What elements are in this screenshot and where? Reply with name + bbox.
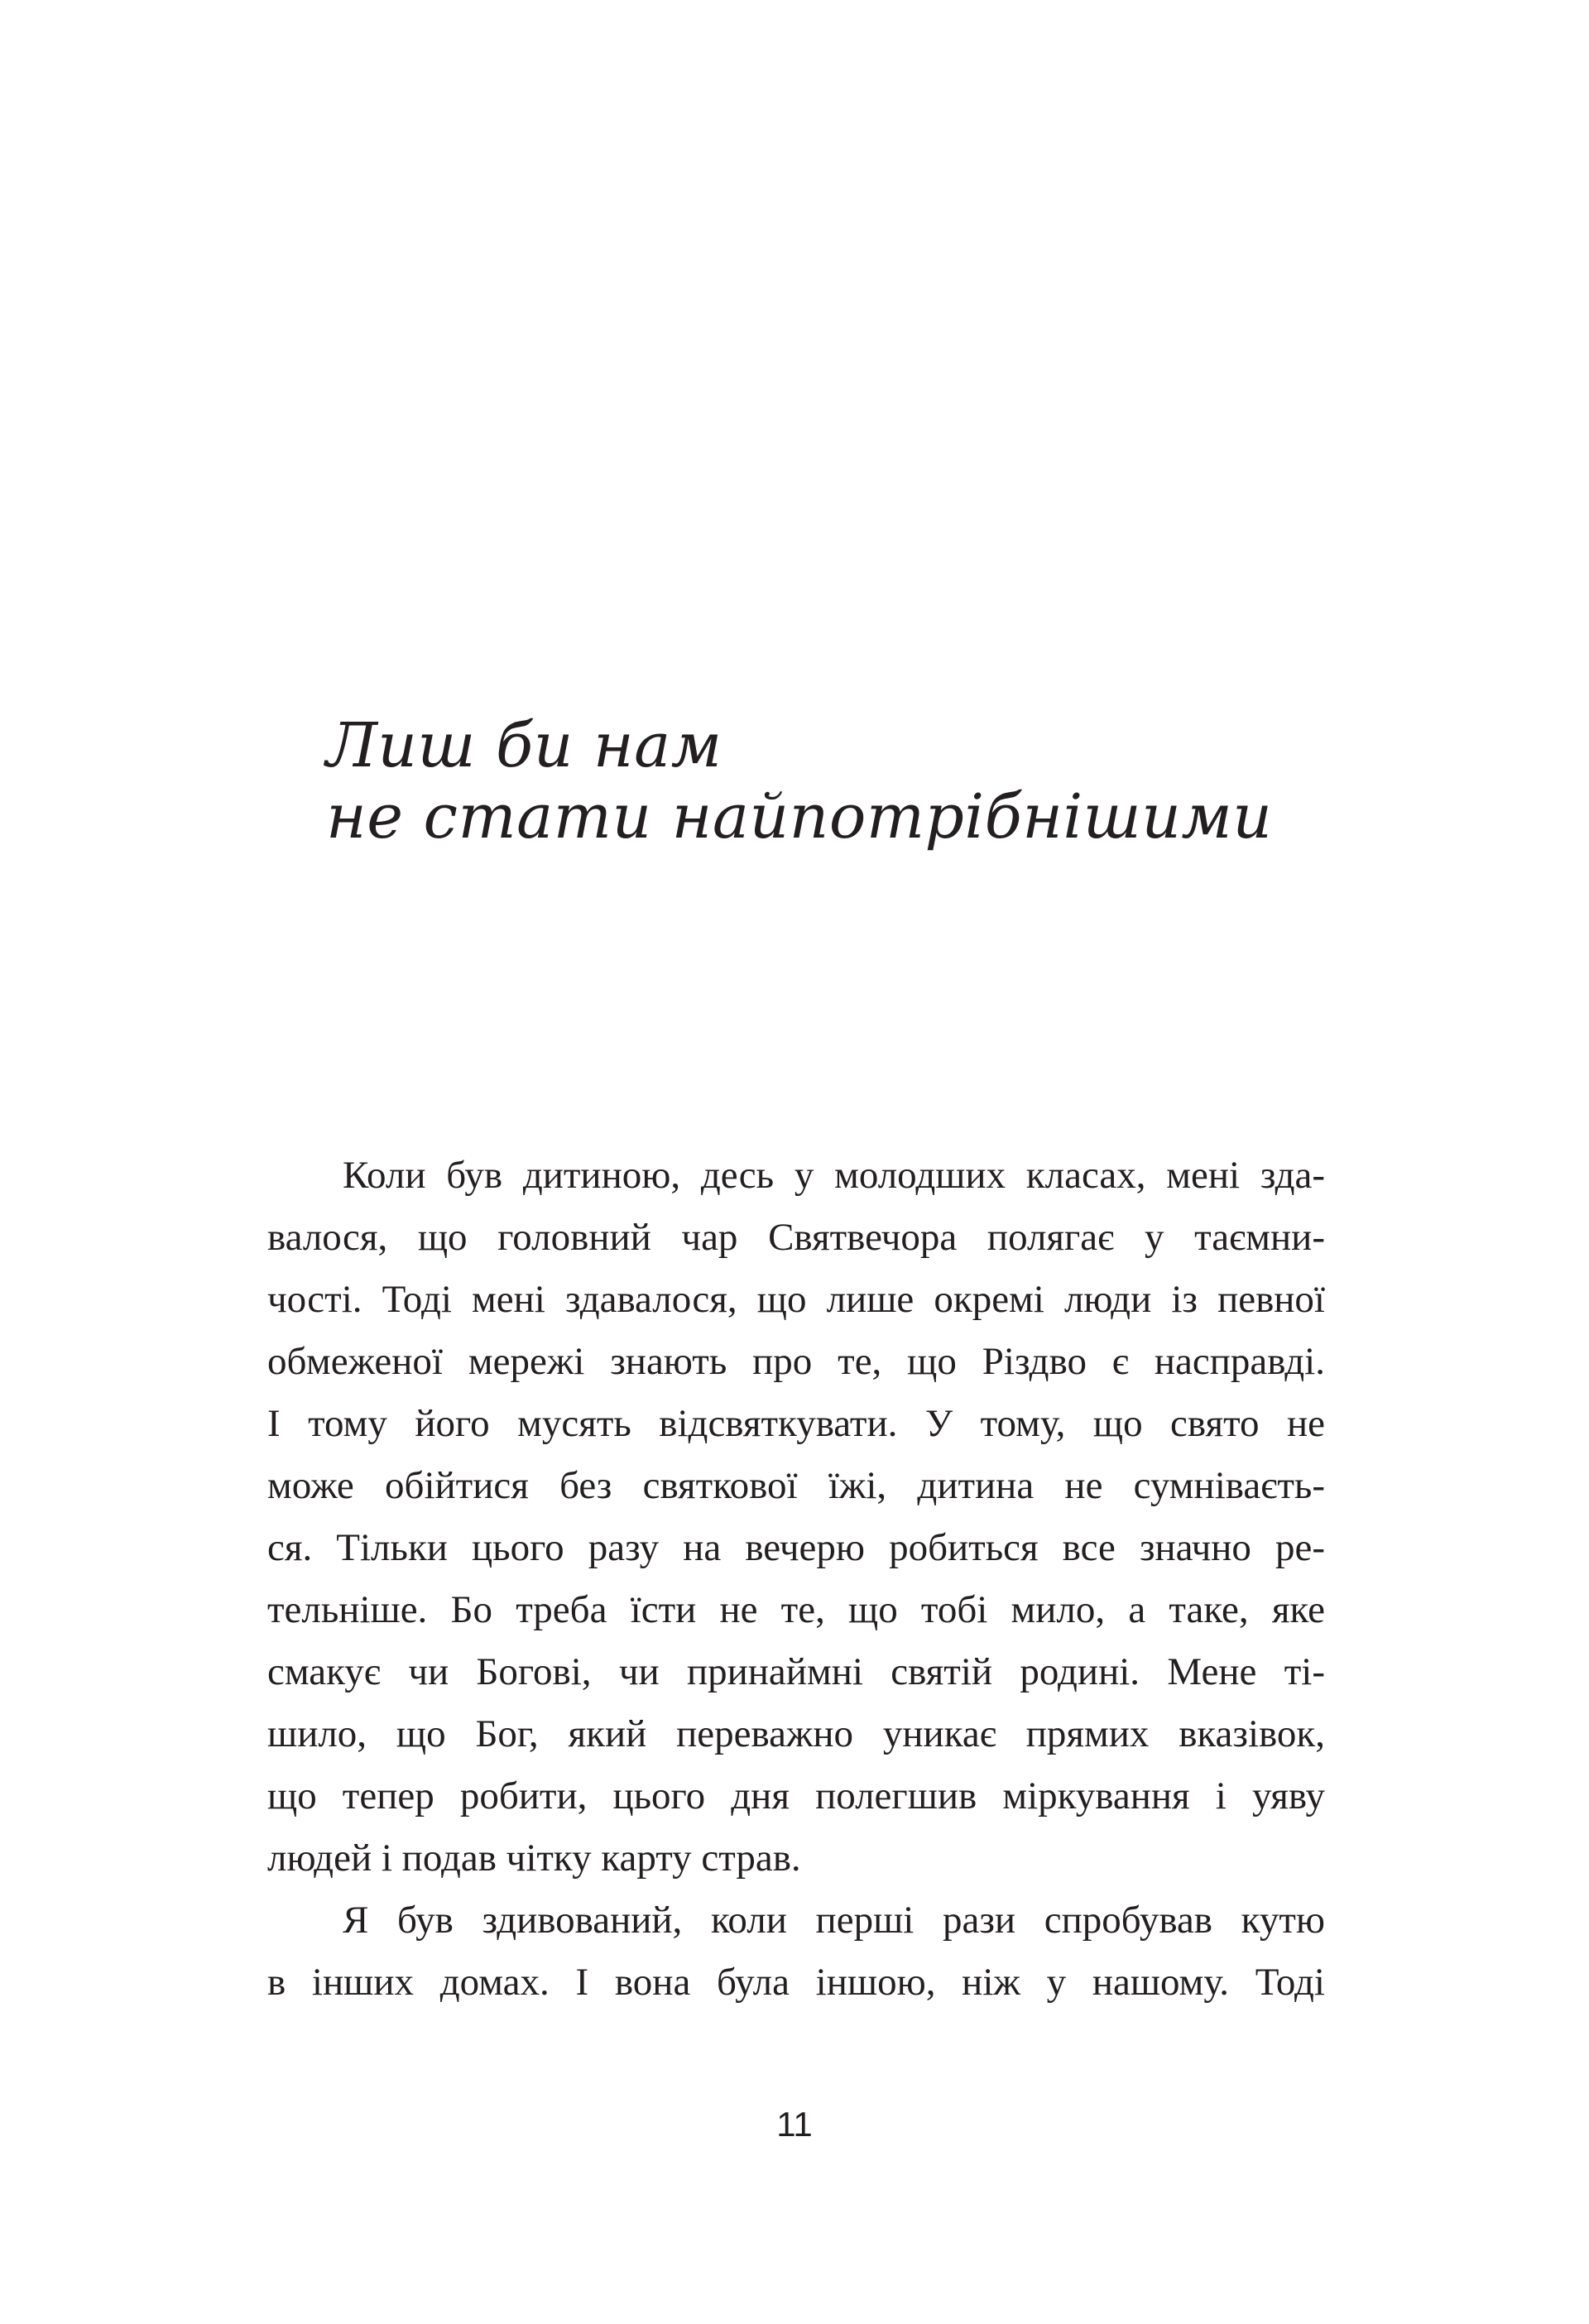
text-line: смакує чи Богові, чи принаймні святій родині. Мене ті- [267, 1650, 1325, 1693]
text-line: валося, що головний чар Святвечора полягає у таємни- [267, 1216, 1325, 1259]
text-line: Я був здивований, коли перші рази спробував кутю [343, 1899, 1325, 1942]
chapter-title-line-1: Лиш би нам [326, 710, 722, 781]
text-line: ся. Тільки цього разу на вечерю робиться все значно ре- [267, 1526, 1325, 1569]
text-line: обмеженої мережі знають про те, що Різдво є насправді. [267, 1340, 1325, 1383]
body-text [267, 1145, 1325, 2014]
paragraph-2 [267, 1889, 1325, 2014]
text-line: І тому його мусять відсвяткувати. У тому, що свято не [267, 1402, 1325, 1445]
text-line: людей і подав чітку карту страв. [267, 1837, 801, 1880]
text-line: що тепер робити, цього дня полегшив міркування і уяву [267, 1774, 1325, 1817]
text-line: чості. Тоді мені здавалося, що лише окремі люди із певної [267, 1278, 1325, 1321]
text-line: в інших домах. І вона була іншою, ніж у нашому. Тоді [267, 1961, 1325, 2004]
text-line: шило, що Бог, який переважно уникає прямих вказівок, [267, 1712, 1325, 1755]
text-line: може обійтися без святкової їжі, дитина не сумніваєть- [267, 1464, 1325, 1507]
paragraph-1 [267, 1145, 1325, 1889]
chapter-title-line-2: не стати найпотрібнішими [326, 781, 1273, 852]
text-line: тельніше. Бо треба їсти не те, що тобі мило, а таке, яке [267, 1588, 1325, 1631]
text-line: Коли був дитиною, десь у молодших класах, мені зда- [343, 1154, 1325, 1197]
page-number: 11 [776, 2105, 813, 2144]
chapter-title [326, 710, 1319, 852]
